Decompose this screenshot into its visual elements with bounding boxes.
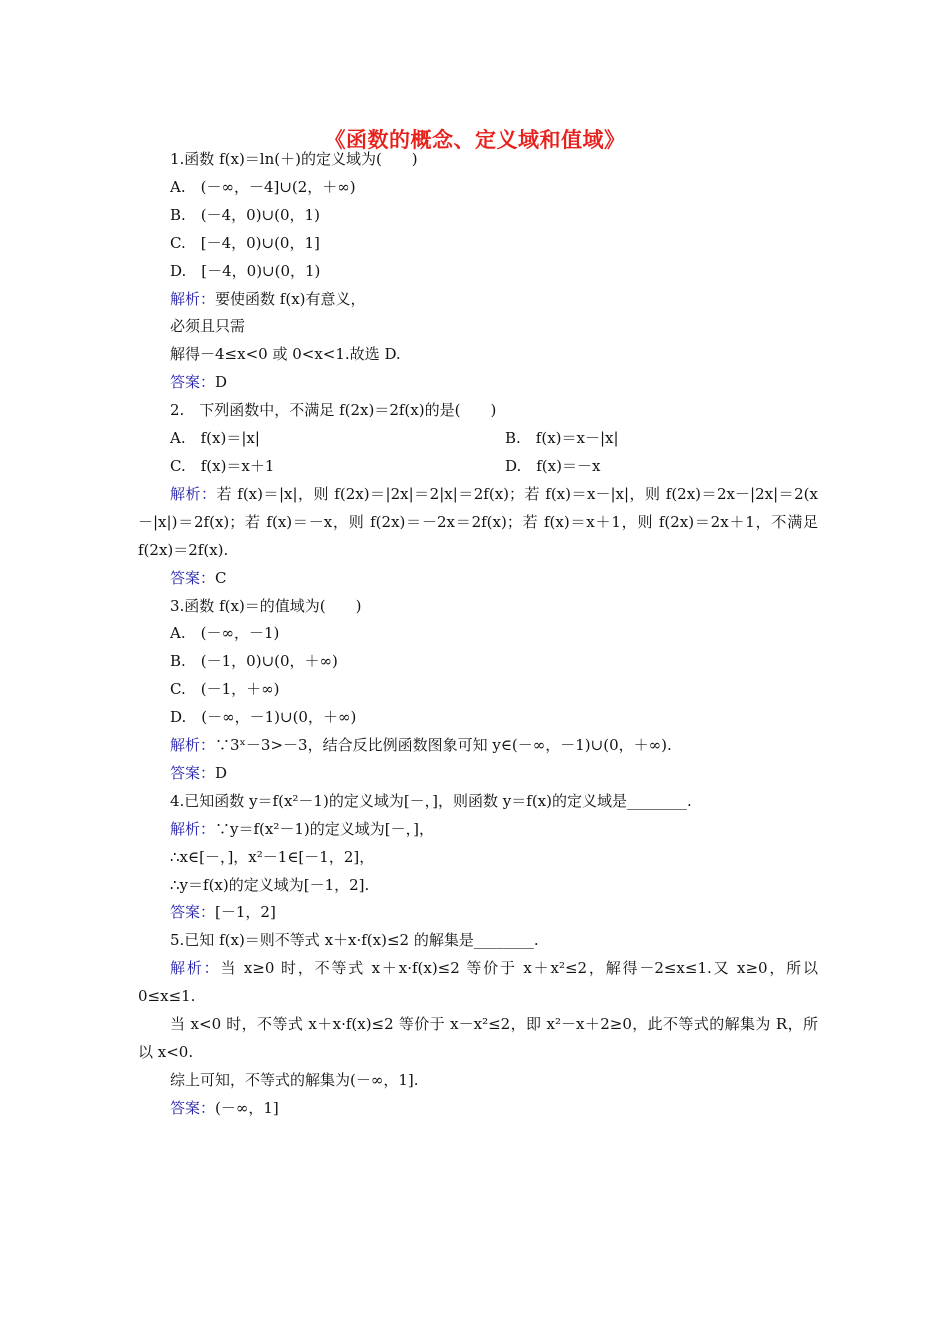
- q3-analysis: [138, 732, 818, 760]
- analysis-label: 解析：: [170, 484, 217, 503]
- q1-analysis-line-3: 解得－4≤x<0 或 0<x<1.故选 D.: [170, 345, 401, 364]
- analysis-label: 解析：: [170, 959, 221, 978]
- q4-answer-value: [－1，2]: [215, 903, 276, 922]
- q1-stem: 1.函数 f(x)＝ln(＋)的定义域为( ): [170, 150, 418, 168]
- q1-option-b: B. (－4，0)∪(0，1): [170, 205, 320, 224]
- q3-option-d: D. (－∞，－1)∪(0，＋∞): [170, 708, 357, 727]
- q2-option-d: D. f(x)＝－x: [505, 456, 601, 475]
- q1-analysis-line-1: 要使函数 f(x)有意义，: [215, 289, 366, 308]
- analysis-label: 解析：: [170, 736, 216, 755]
- q2-answer-value: C: [215, 568, 227, 587]
- q3-option-b: B. (－1，0)∪(0，＋∞): [170, 652, 338, 671]
- document-content: [138, 146, 818, 1123]
- q4-answer: [138, 899, 818, 927]
- q2-option-b: B. f(x)＝x－|x|: [505, 429, 619, 448]
- answer-label: 答案：: [170, 568, 216, 587]
- analysis-label: 解析：: [170, 819, 216, 838]
- q2-answer: [138, 565, 818, 593]
- q4-analysis-line-2: ∴x∈[－，]，x²－1∈[－1，2]，: [170, 847, 375, 866]
- q5-stem: 5.已知 f(x)＝则不等式 x＋x·f(x)≤2 的解集是________.: [170, 931, 539, 950]
- q1-option-c: C. [－4，0)∪(0，1]: [170, 233, 320, 252]
- q3-answer-value: D: [215, 763, 228, 782]
- answer-label: 答案：: [170, 1098, 216, 1117]
- q5-answer-value: (－∞，1]: [215, 1098, 279, 1117]
- q2-stem: 2. 下列函数中，不满足 f(2x)＝2f(x)的是( ): [170, 401, 497, 420]
- q2-option-a: A. f(x)＝|x|: [170, 429, 260, 448]
- q5-analysis-para-2: 当 x<0 时，不等式 x＋x·f(x)≤2 等价于 x－x²≤2，即 x²－x＋2≥0，此不等式的解集为 R，所以 x<0.: [138, 1015, 818, 1061]
- q1-answer-value: D: [215, 373, 228, 392]
- answer-label: 答案：: [170, 373, 216, 392]
- q1-option-a: A. (－∞，－4]∪(2，＋∞): [170, 177, 356, 196]
- answer-label: 答案：: [170, 763, 216, 782]
- document-title: 《函数的概念、定义域和值域》: [324, 127, 626, 152]
- q1-analysis: [138, 286, 818, 314]
- q3-analysis-text: ∵3ˣ－3>－3，结合反比例函数图象可知 y∈(－∞，－1)∪(0，＋∞).: [215, 736, 672, 755]
- q4-analysis-line-1: ∵y＝f(x²－1)的定义域为[－，]，: [215, 819, 434, 838]
- q4-stem: 4.已知函数 y＝f(x²－1)的定义域为[－，]，则函数 y＝f(x)的定义域是________.: [170, 791, 692, 810]
- q2-options-row-1: [138, 425, 818, 453]
- q3-option-a: A. (－∞，－1): [170, 624, 280, 643]
- q5-answer: [138, 1095, 818, 1123]
- q1-analysis-line-2: 必须且只需: [170, 317, 246, 336]
- answer-label: 答案：: [170, 903, 216, 922]
- q1-option-d: D. [－4，0)∪(0，1): [170, 261, 321, 280]
- q5-analysis-para-3: 综上可知，不等式的解集为(－∞，1].: [170, 1070, 419, 1089]
- q4-analysis: [138, 816, 818, 844]
- q4-analysis-line-3: ∴y＝f(x)的定义域为[－1，2].: [170, 875, 370, 894]
- q2-analysis-text: 若 f(x)＝|x|，则 f(2x)＝|2x|＝2|x|＝2f(x)；若 f(x)＝x－|x|，则 f(2x)＝2x－|2x|＝2(x－|x|)＝2f(x)；若 f(x)＝－x，则 f(2x)＝－2x＝2f(x)；若 f(x)＝x＋1，则 f(2x)＝2x＋1，不满足 f(2x)＝2f(x).: [138, 484, 818, 559]
- q1-answer: [138, 369, 818, 397]
- q3-answer: [138, 760, 818, 788]
- q2-options-row-2: [138, 453, 818, 481]
- q3-option-c: C. (－1，＋∞): [170, 680, 280, 699]
- q5-analysis: [138, 955, 818, 1011]
- q3-stem: 3.函数 f(x)＝的值域为( ): [170, 596, 362, 615]
- q5-analysis-para-1: 当 x≥0 时，不等式 x＋x·f(x)≤2 等价于 x＋x²≤2，解得－2≤x≤1.又 x≥0，所以 0≤x≤1.: [138, 959, 818, 1006]
- q2-analysis: [138, 481, 818, 565]
- q2-option-c: C. f(x)＝x＋1: [170, 456, 275, 475]
- analysis-label: 解析：: [170, 289, 216, 308]
